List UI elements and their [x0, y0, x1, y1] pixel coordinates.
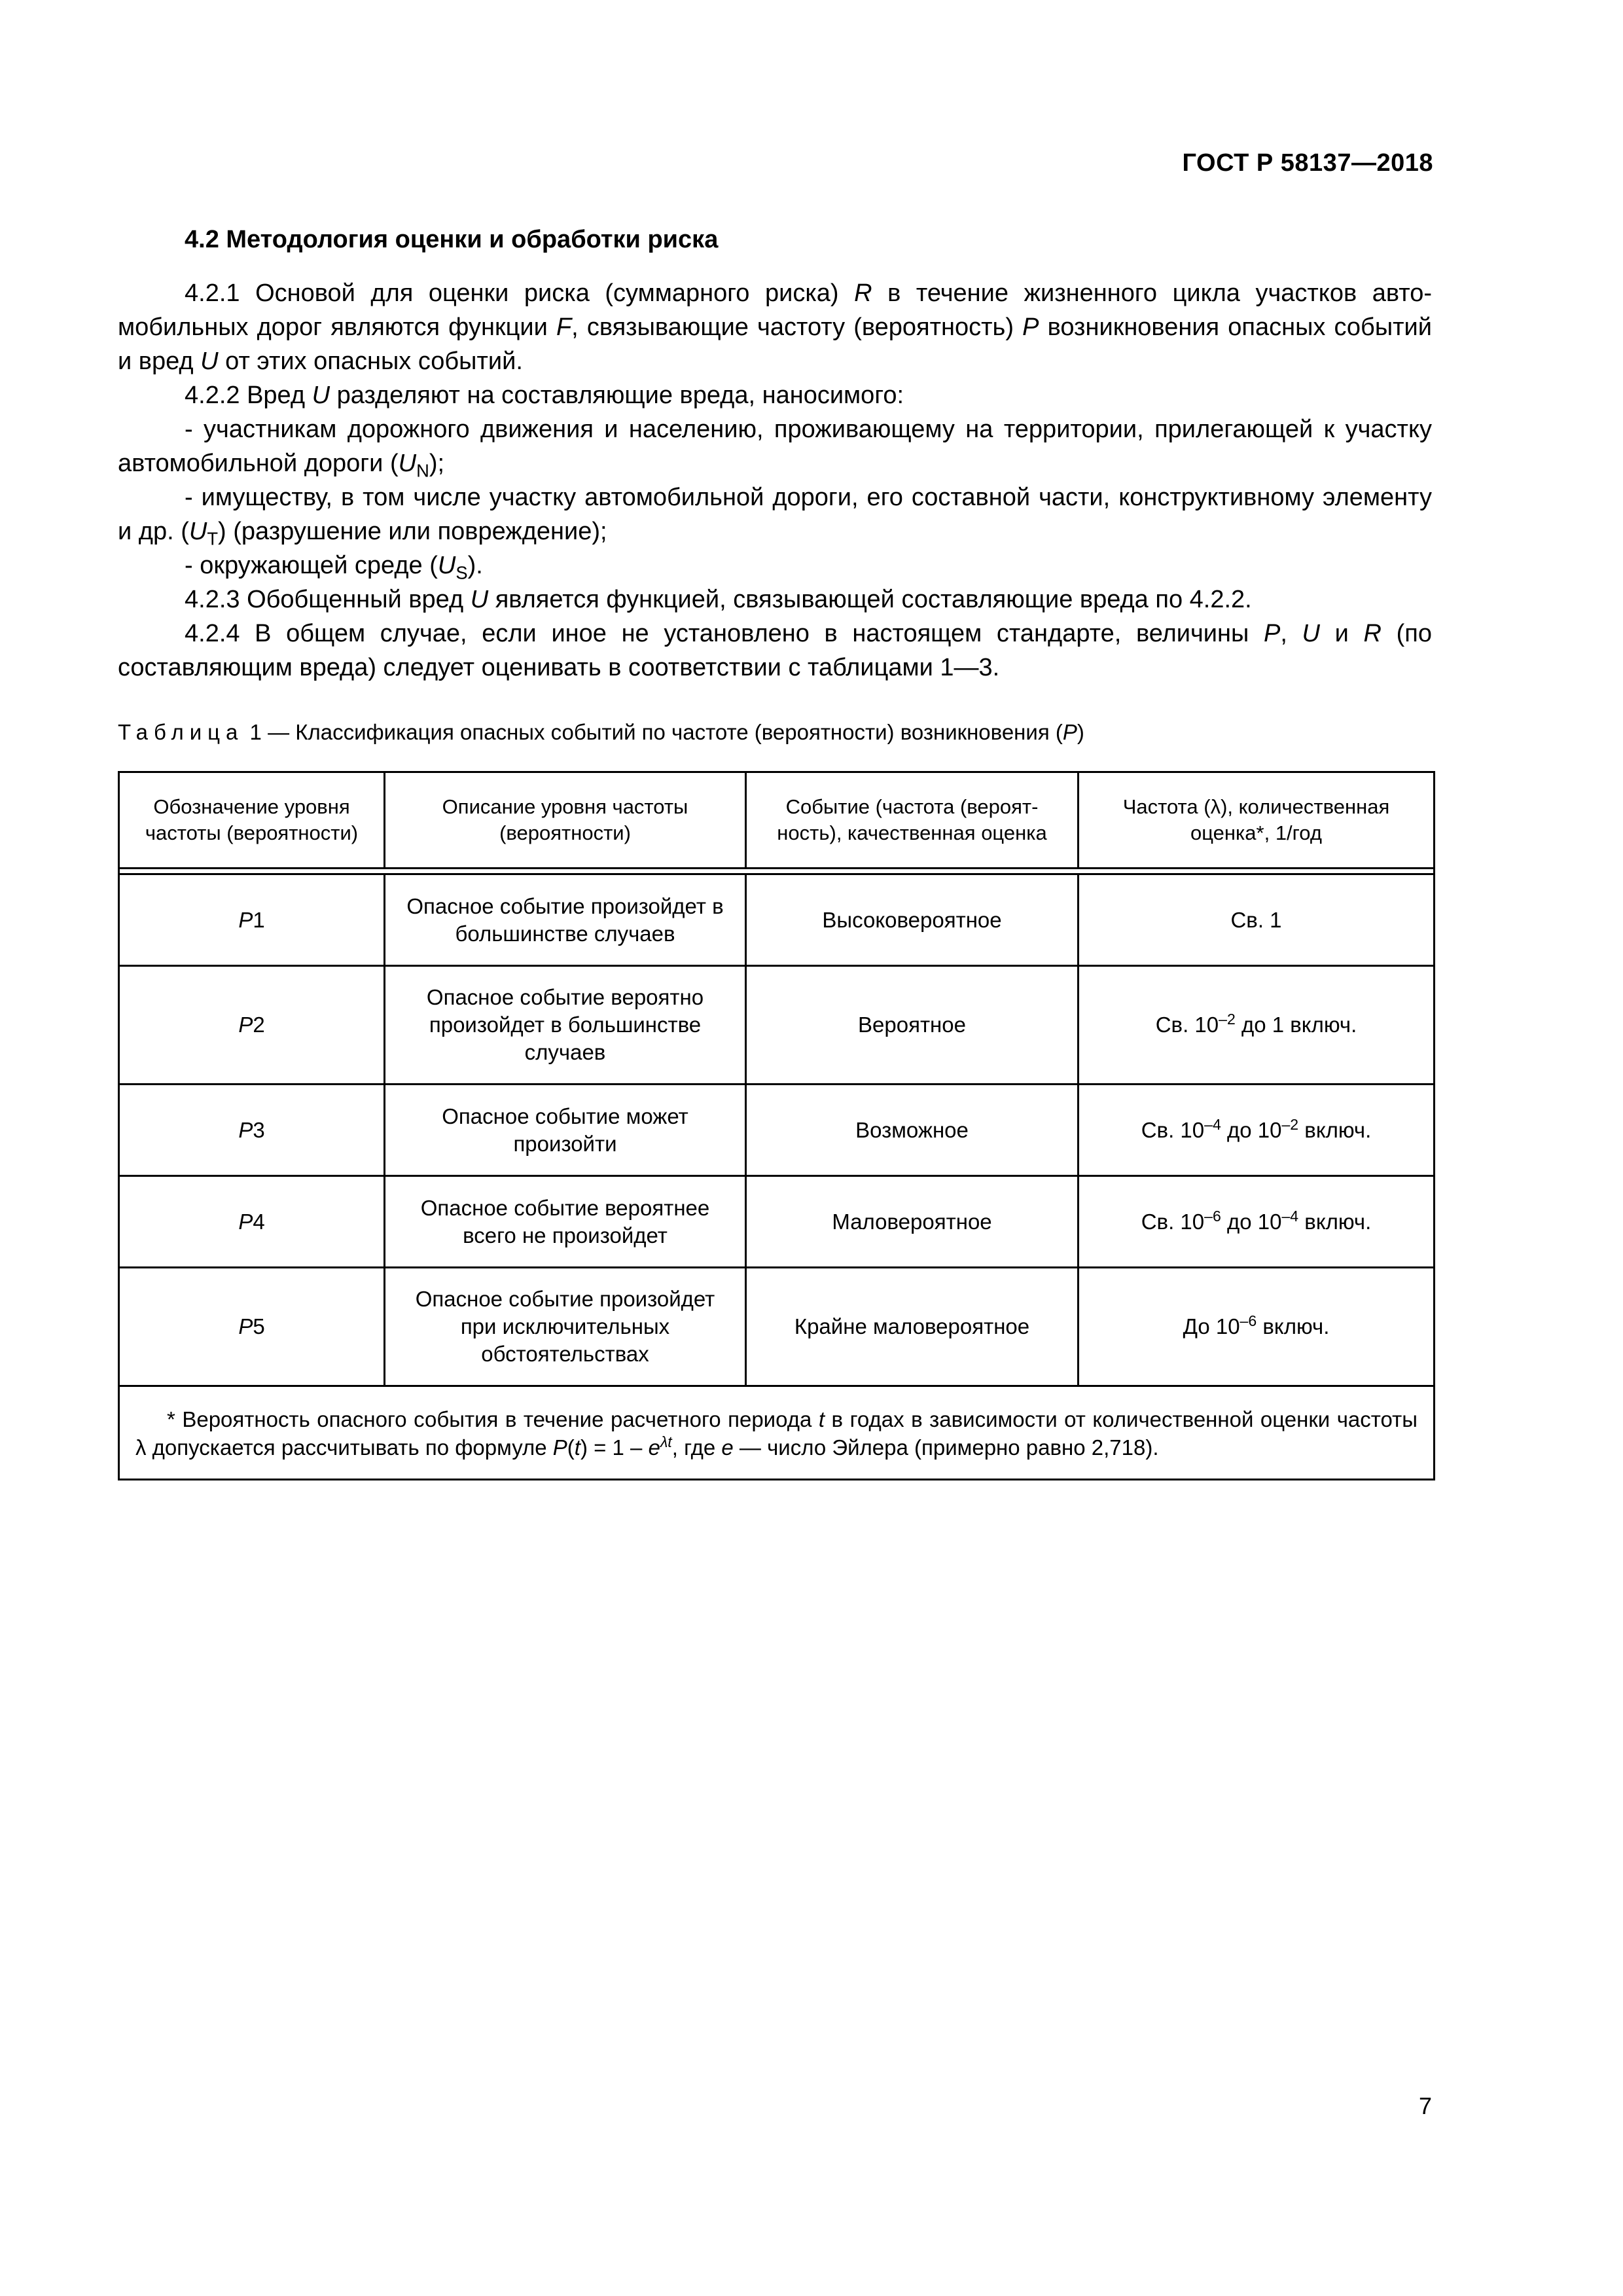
row-code: P5 — [119, 1268, 385, 1386]
row-code: P3 — [119, 1085, 385, 1176]
row-code: P2 — [119, 966, 385, 1085]
list-item-participants: - участникам дорожного движения и населению, проживающему на территории, прилегающей к участку автомобильной дороги $(U_N)$; — [118, 416, 1432, 481]
row-description: Опасное событие произойдет в большинстве случаев — [385, 874, 746, 966]
table-caption-label: Таблица — [118, 720, 244, 744]
table-footnote-row — [119, 1386, 1435, 1480]
paragraph-4-2-1: 4.2.1 Основой для оценки риска (суммарного риска) R в течение жизненного цикла участков автомобильных дорог являются функции F, связывающие частоту (вероятность) P возникновения опасных событий и вред U от этих опасных событий. — [118, 279, 1432, 375]
paragraph-4-2-3: 4.2.3 Обобщенный вред U является функцией, связывающей составляющие вреда по 4.2.2. — [185, 586, 1252, 613]
table-row — [119, 1085, 1435, 1176]
frequency-classification-table — [118, 771, 1435, 1480]
table-caption: Таблица 1 — Классификация опасных событий по частоте (вероятности) возникновения (P) — [118, 720, 1084, 744]
table-row — [119, 1176, 1435, 1268]
header-level-designation: Обозначение уровня частоты (вероятности) — [119, 772, 385, 869]
table-row — [119, 1268, 1435, 1386]
row-description: Опасное событие произойдет при исключительных обстоятельствах — [385, 1268, 746, 1386]
row-description: Опасное событие вероятно произойдет в большинстве случаев — [385, 966, 746, 1085]
row-description: Опасное событие вероятнее всего не произойдет — [385, 1176, 746, 1268]
body-text — [118, 276, 1432, 685]
row-frequency: Св. $10^{-6}$ до $10^{-4}$ включ. — [1079, 1176, 1435, 1268]
table-header-row — [119, 772, 1435, 869]
table-row — [119, 874, 1435, 966]
header-separator — [119, 869, 1435, 874]
header-level-description: Описание уровня частоты (вероятности) — [385, 772, 746, 869]
list-item-property: - имуществу, в том числе участку автомобильной дороги, его составной части, конструктивному элементу и др. $(U_T)$ (разрушение или повреждение); — [118, 484, 1432, 549]
standard-code: ГОСТ Р 58137—2018 — [1182, 149, 1433, 177]
page-number: 7 — [1418, 2092, 1432, 2119]
row-event: Вероятное — [746, 966, 1079, 1085]
table-row — [119, 966, 1435, 1085]
row-event: Возможное — [746, 1085, 1079, 1176]
table-footnote: * Вероятность опасного события в течение расчетного периода t в годах в зависимости от количественной оценки частоты λ допускается рассчитывать по формуле $P(t) = 1 - e^{\lambda t}$, где e — число Эйлера (примерно равно 2,718). — [119, 1386, 1435, 1480]
row-description: Опасное событие может произойти — [385, 1085, 746, 1176]
row-frequency: Св. 1 — [1079, 874, 1435, 966]
row-event: Высоковероятное — [746, 874, 1079, 966]
row-code: P4 — [119, 1176, 385, 1268]
row-code: P1 — [119, 874, 385, 966]
list-item-environment: - окружающей среде $(U_S)$. — [185, 552, 483, 583]
row-frequency: До $10^{-6}$ включ. — [1079, 1268, 1435, 1386]
paragraph-4-2-2: 4.2.2 Вред U разделяют на составляющие вреда, наносимого: — [185, 382, 904, 409]
row-event: Маловероятное — [746, 1176, 1079, 1268]
row-event: Крайне маловероятное — [746, 1268, 1079, 1386]
paragraph-4-2-4: 4.2.4 В общем случае, если иное не установлено в настоящем стандарте, величины P, U и R (по составляющим вреда) следует оценивать в соответствии с таблицами 1—3. — [118, 620, 1432, 681]
section-title: 4.2 Методология оценки и обработки риска — [185, 226, 719, 253]
row-frequency: Св. $10^{-2}$ до 1 включ. — [1079, 966, 1435, 1085]
row-frequency: Св. $10^{-4}$ до $10^{-2}$ включ. — [1079, 1085, 1435, 1176]
header-frequency-quantitative: Частота (λ), количественная оценка*, 1/год — [1079, 772, 1435, 869]
header-event-qualitative: Событие (частота (вероятность), качественная оценка — [746, 772, 1079, 869]
